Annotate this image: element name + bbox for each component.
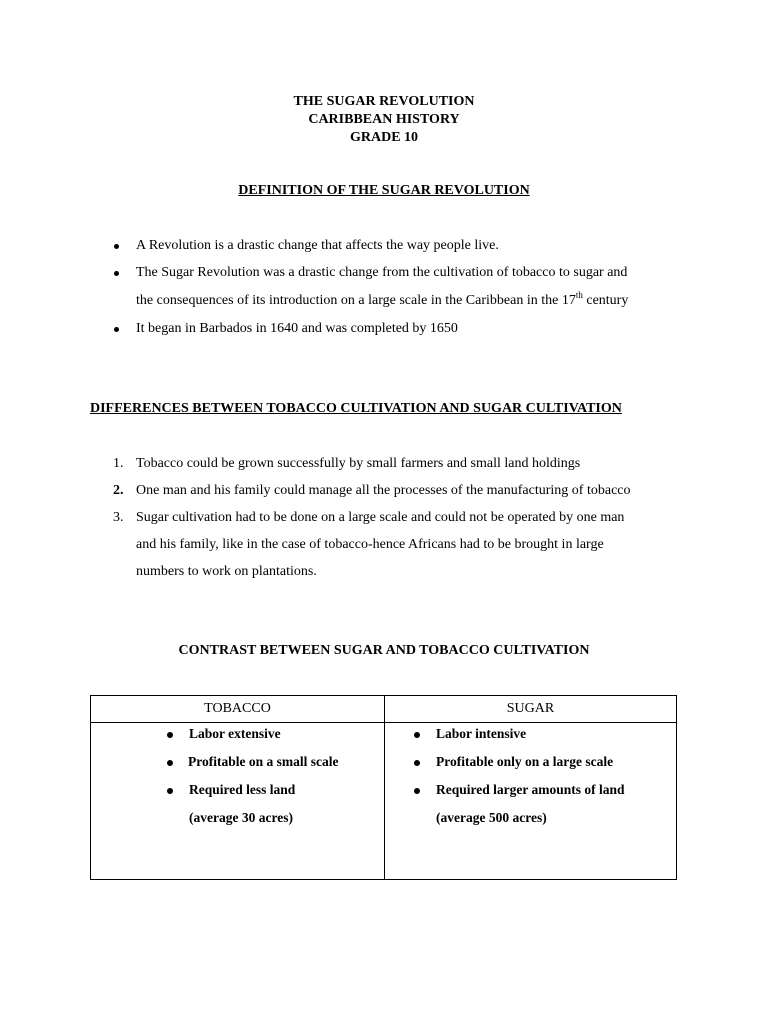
difference-item-3-line-2: and his family, like in the case of tobacco-hence Africans had to be brought in large xyxy=(136,537,604,552)
definition-heading-text: DEFINITION OF THE SUGAR REVOLUTION xyxy=(238,183,530,198)
bullet-icon xyxy=(167,732,173,738)
bullet-icon xyxy=(113,265,121,273)
definition-bullet-2-text: the consequences of its introduction on a large scale in the Caribbean in the 17 xyxy=(136,293,576,308)
definition-bullet-3: It began in Barbados in 1640 and was completed by 1650 xyxy=(136,321,458,336)
differences-heading-text: DIFFERENCES BETWEEN TOBACCO CULTIVATION AND SUGAR CULTIVATION xyxy=(90,401,622,416)
contrast-table xyxy=(90,695,677,880)
table-header-divider xyxy=(91,722,676,723)
definition-bullet-2-line-1: The Sugar Revolution was a drastic change from the cultivation of tobacco to sugar and xyxy=(136,265,628,280)
list-number-3: 3. xyxy=(113,510,124,525)
tobacco-point-3: Required less land xyxy=(189,782,296,797)
contrast-heading: CONTRAST BETWEEN SUGAR AND TOBACCO CULTIVATION xyxy=(178,643,590,658)
definition-bullet-2-line-2 xyxy=(136,292,628,310)
difference-item-3-line-3: numbers to work on plantations. xyxy=(136,564,317,579)
sugar-point-1: Labor intensive xyxy=(436,726,527,741)
superscript-th: th xyxy=(575,290,583,300)
tobacco-point-2: Profitable on a small scale xyxy=(188,754,339,769)
sugar-point-3-detail: (average 500 acres) xyxy=(436,810,547,825)
column-header-sugar: SUGAR xyxy=(506,701,555,716)
tobacco-point-3-detail: (average 30 acres) xyxy=(189,810,293,825)
definition-heading xyxy=(0,182,768,200)
table-column-divider xyxy=(384,696,385,879)
document-title: THE SUGAR REVOLUTION xyxy=(293,94,475,109)
bullet-icon xyxy=(414,760,420,766)
difference-item-1: Tobacco could be grown successfully by small farmers and small land holdings xyxy=(136,456,581,471)
bullet-icon xyxy=(414,788,420,794)
bullet-icon xyxy=(167,788,173,794)
list-number-1: 1. xyxy=(113,456,124,471)
document-subject: CARIBBEAN HISTORY xyxy=(308,112,460,127)
tobacco-point-1: Labor extensive xyxy=(189,726,281,741)
bullet-icon xyxy=(414,732,420,738)
definition-bullet-1: A Revolution is a drastic change that affects the way people live. xyxy=(136,238,499,253)
column-header-tobacco: TOBACCO xyxy=(204,701,271,716)
definition-bullet-2-century: century xyxy=(582,293,629,308)
differences-heading xyxy=(90,400,622,418)
bullet-icon xyxy=(167,760,173,766)
document-grade: GRADE 10 xyxy=(349,130,419,145)
bullet-icon xyxy=(113,321,121,329)
sugar-point-3: Required larger amounts of land xyxy=(436,782,625,797)
difference-item-3-line-1: Sugar cultivation had to be done on a large scale and could not be operated by one man xyxy=(136,510,625,525)
difference-item-2: One man and his family could manage all the processes of the manufacturing of tobacco xyxy=(136,483,631,498)
bullet-icon xyxy=(113,238,121,246)
list-number-2: 2. xyxy=(113,483,124,498)
sugar-point-2: Profitable only on a large scale xyxy=(436,754,614,769)
